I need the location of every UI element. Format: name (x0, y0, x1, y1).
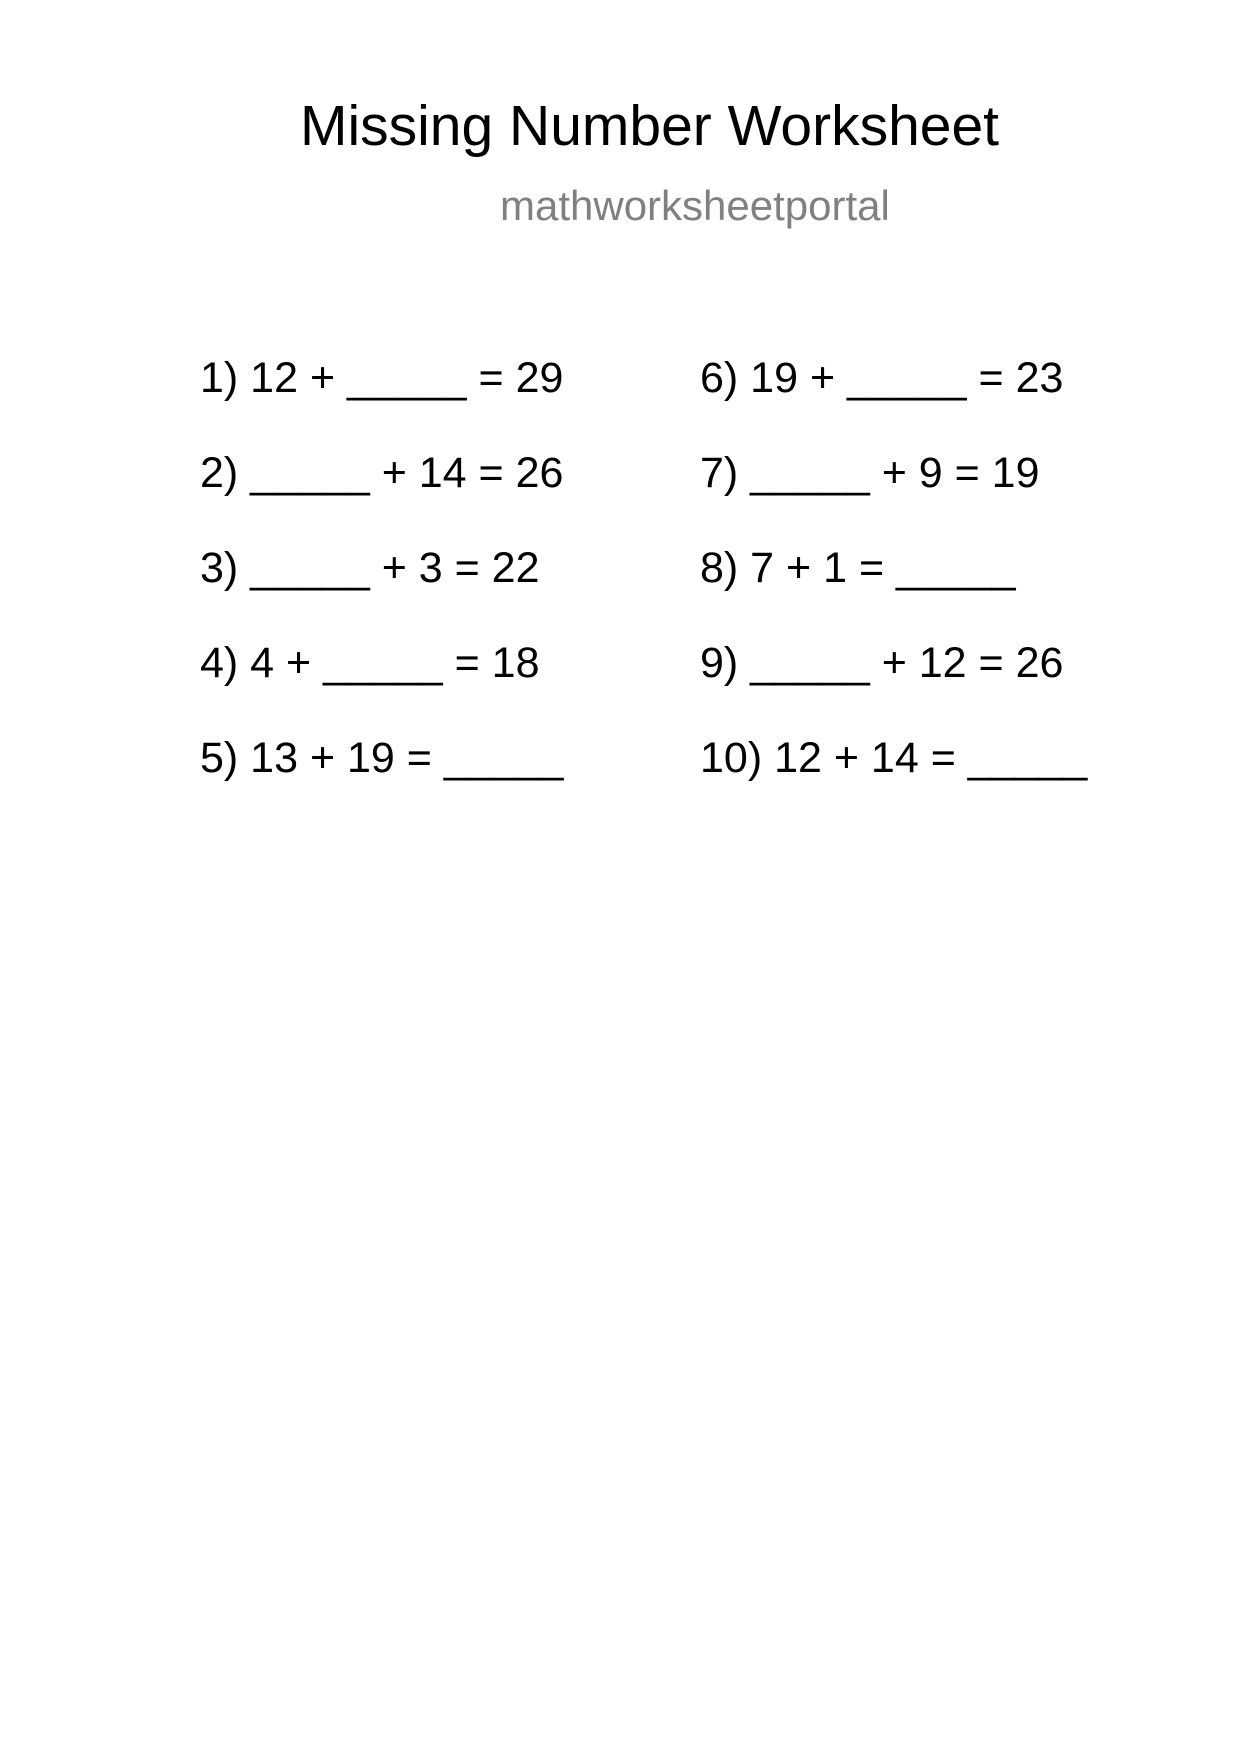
problem-10: 10) 12 + 14 = _____ (700, 734, 1088, 782)
problem-7: 7) _____ + 9 = 19 (700, 449, 1040, 497)
problem-6: 6) 19 + _____ = 23 (700, 354, 1064, 402)
problem-8: 8) 7 + 1 = _____ (700, 544, 1016, 592)
page-subtitle: mathworksheetportal (500, 182, 890, 229)
problem-5: 5) 13 + 19 = _____ (200, 734, 564, 782)
problem-1: 1) 12 + _____ = 29 (200, 354, 564, 402)
problem-4: 4) 4 + _____ = 18 (200, 639, 540, 687)
problem-3: 3) _____ + 3 = 22 (200, 544, 540, 592)
page-title: Missing Number Worksheet (300, 94, 1000, 158)
problem-2: 2) _____ + 14 = 26 (200, 449, 564, 497)
problem-9: 9) _____ + 12 = 26 (700, 639, 1064, 687)
